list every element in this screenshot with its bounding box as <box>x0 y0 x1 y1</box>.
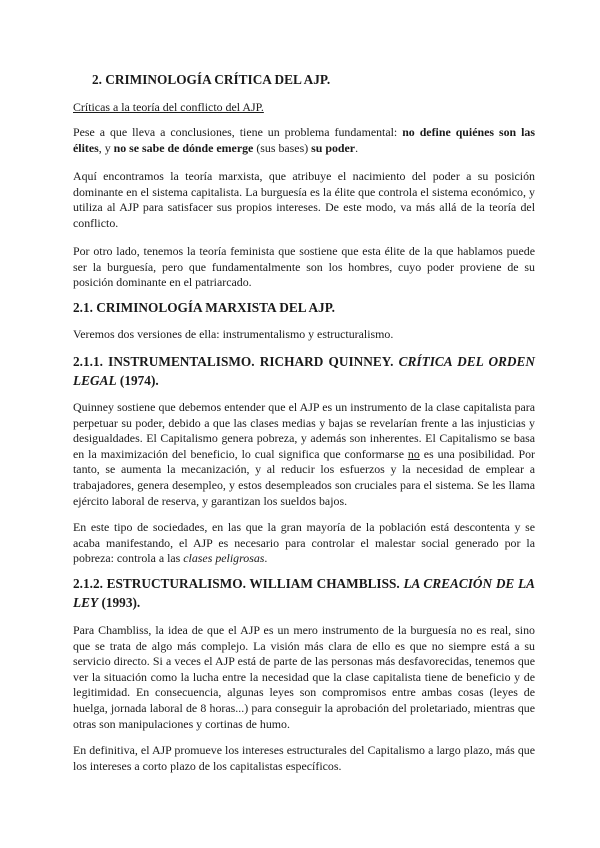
p1-text: , y <box>98 140 114 155</box>
paragraph-7: Para Chambliss, la idea de que el AJP es un mero instrumento de la burguesía no es real, sino que se trata de algo más complejo. La visión más clara de ello es que no siempre está a su servicio directo. Si a veces el AJP está de parte de las personas más desfavorecidas, tenemos que ver la situación como la lucha entre la necesidad que la clase capitalista tiene de beneficio y de legitimidad. En consecuencia, algunas leyes son compromisos entre ambas cosas (leyes de huelga, jornada laboral de 8 horas...) para conseguir la aprobación del proletariado, mientras que otras son manipulaciones y cortinas de humo. <box>73 623 535 731</box>
p1-text: (sus bases) <box>253 140 312 155</box>
paragraph-6 <box>73 520 535 567</box>
p6-italic-clases: clases peligrosas <box>183 551 265 566</box>
heading-2-1: 2.1. CRIMINOLOGÍA MARXISTA DEL AJP. <box>73 300 335 315</box>
heading-2-1-1 <box>73 352 535 390</box>
section-heading-text: 2. CRIMINOLOGÍA CRÍTICA DEL AJP. <box>92 72 331 87</box>
h212-book-title: LA CREACIÓN DE LA LEY <box>73 576 535 610</box>
h212-year: (1993). <box>98 595 141 610</box>
p6-text: . <box>264 551 268 566</box>
heading-2-1-2 <box>73 574 535 612</box>
p1-bold-elites: no define quiénes son las élites <box>73 125 535 155</box>
p5-underlined-no: no <box>407 446 420 461</box>
paragraph-5 <box>73 400 535 509</box>
p6-text: En este tipo de sociedades, en las que la gran mayoría de la población está descontenta y se acaba manifestando, el AJP es necesario para controlar el malestar social generado por la pobreza: controla a las <box>73 520 535 566</box>
h211-book-title: CRÍTICA DEL ORDEN LEGAL <box>73 354 535 388</box>
paragraph-4: Veremos dos versiones de ella: instrumentalismo y estructuralismo. <box>73 327 394 341</box>
paragraph-8: En definitiva, el AJP promueve los intereses estructurales del Capitalismo a largo plazo, más que los intereses a corto plazo de los capitalistas específicos. <box>73 743 535 773</box>
subtitle-text: Críticas a la teoría del conflicto del AJP. <box>73 100 264 114</box>
p5-text: es una posibilidad. Por tanto, se aumenta la mecanización, y al reducir los esfuerzos y la necesidad de emplear a trabajadores, genera desempleo, y estos desempleados son cruciales para el sistema. Se les llama ejército laboral de reserva, y garantizan los sueldos bajos. <box>73 446 535 508</box>
paragraph-1 <box>73 125 535 156</box>
h211-year: (1974). <box>116 373 159 388</box>
section-heading <box>92 70 554 89</box>
paragraph-2: Aquí encontramos la teoría marxista, que atribuye el nacimiento del poder a su posición dominante en el sistema capitalista. La burguesía es la élite que controla el sistema económico, y utiliza al AJP para satisfacer sus propios intereses. De este modo, va más allá de la teoría del conflicto. <box>73 169 535 230</box>
subtitle <box>73 100 535 116</box>
h212-text: 2.1.2. ESTRUCTURALISMO. WILLIAM CHAMBLISS. <box>73 576 404 591</box>
h211-text: 2.1.1. INSTRUMENTALISMO. RICHARD QUINNEY. <box>73 354 399 369</box>
p1-text: . <box>355 140 359 155</box>
paragraph-3: Por otro lado, tenemos la teoría feminista que sostiene que esta élite de la que hablamos puede ser la burguesía, pero que fundamentalmente son los hombres, cuyo poder proviene de su posición dominante en el patriarcado. <box>73 244 535 290</box>
p1-bold-emerge: no se sabe de dónde emerge <box>113 140 254 155</box>
p1-bold-poder: su poder <box>311 140 356 155</box>
p5-text: Quinney sostiene que debemos entender que el AJP es un instrumento de la clase capitalista para perpetuar su poder, debido a que las clases medias y bajas se revelarían frente a las injusticias y desigualdades. El Capitalismo genera pobreza, y además son inherentes. El Capitalismo se basa en la maximización del beneficio, lo cual significa que conformarse <box>73 400 535 461</box>
p1-text: Pese a que lleva a conclusiones, tiene un problema fundamental: <box>73 125 403 139</box>
